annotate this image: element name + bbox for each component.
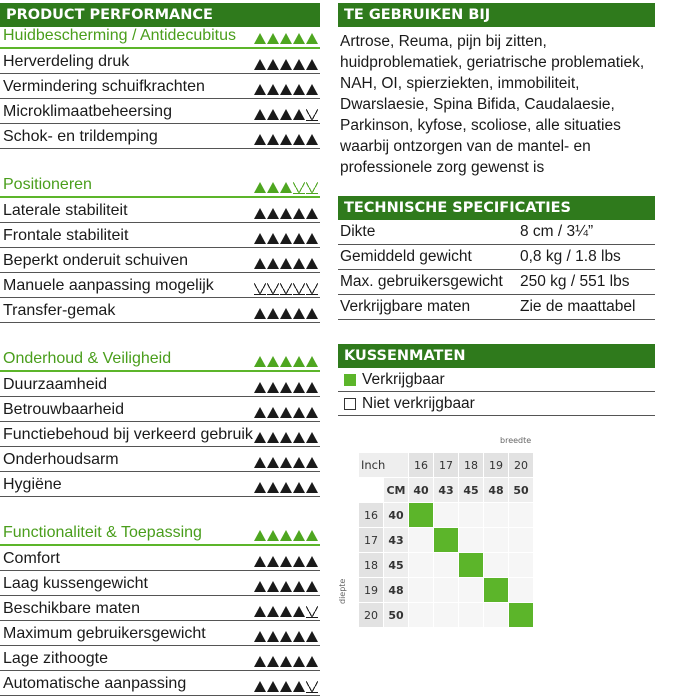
- size-cell-available: [459, 553, 483, 577]
- spec-row: [338, 220, 655, 245]
- filled-triangle-icon: [280, 382, 292, 393]
- size-row: [359, 603, 533, 627]
- size-cell: [509, 528, 533, 552]
- filled-triangle-icon: [280, 233, 292, 244]
- empty-triangle-icon: [306, 681, 318, 692]
- filled-triangle-icon: [280, 182, 292, 193]
- available-square-icon: [344, 374, 356, 386]
- section-rating: [254, 182, 318, 194]
- size-cell: [509, 553, 533, 577]
- performance-row: [0, 74, 320, 99]
- filled-triangle-icon: [254, 681, 266, 692]
- size-cell: [409, 578, 433, 602]
- cm-row-label: 50: [384, 603, 408, 627]
- cm-col-label: 43: [434, 478, 458, 502]
- filled-triangle-icon: [293, 432, 305, 443]
- performance-label: Functiebehoud bij verkeerd gebruik: [3, 426, 253, 443]
- filled-triangle-icon: [267, 457, 279, 468]
- filled-triangle-icon: [254, 656, 266, 667]
- filled-triangle-icon: [254, 530, 266, 541]
- performance-label: Betrouwbaarheid: [3, 401, 124, 418]
- filled-triangle-icon: [293, 109, 305, 120]
- filled-triangle-icon: [254, 59, 266, 70]
- size-header-cm-row: [359, 478, 533, 502]
- filled-triangle-icon: [306, 208, 318, 219]
- spec-value: 0,8 kg / 1.8 lbs: [520, 248, 621, 265]
- filled-triangle-icon: [267, 407, 279, 418]
- performance-label: Microklimaatbeheersing: [3, 103, 172, 120]
- performance-label: Maximum gebruikersgewicht: [3, 625, 206, 642]
- filled-triangle-icon: [306, 581, 318, 592]
- performance-rating: [254, 258, 318, 270]
- filled-triangle-icon: [254, 33, 266, 44]
- performance-row: [0, 447, 320, 472]
- filled-triangle-icon: [306, 556, 318, 567]
- size-cell: [459, 578, 483, 602]
- filled-triangle-icon: [267, 681, 279, 692]
- spec-value: Zie de maattabel: [520, 298, 636, 315]
- size-table: [358, 452, 534, 628]
- filled-triangle-icon: [267, 233, 279, 244]
- filled-triangle-icon: [267, 581, 279, 592]
- cm-col-label: 45: [459, 478, 483, 502]
- performance-row: [0, 646, 320, 671]
- performance-rating: [254, 308, 318, 320]
- performance-row: [0, 372, 320, 397]
- filled-triangle-icon: [267, 432, 279, 443]
- performance-label: Lage zithoogte: [3, 650, 108, 667]
- filled-triangle-icon: [280, 457, 292, 468]
- sizes-header: KUSSENMATEN: [338, 344, 655, 368]
- filled-triangle-icon: [280, 581, 292, 592]
- filled-triangle-icon: [254, 432, 266, 443]
- size-cell: [509, 578, 533, 602]
- cm-row-label: 40: [384, 503, 408, 527]
- filled-triangle-icon: [293, 556, 305, 567]
- performance-label: Vermindering schuifkrachten: [3, 78, 205, 95]
- cm-col-label: 48: [484, 478, 508, 502]
- cm-row-label: 43: [384, 528, 408, 552]
- filled-triangle-icon: [293, 407, 305, 418]
- size-header-inch-row: [359, 453, 533, 477]
- size-cell: [409, 528, 433, 552]
- size-cell: [434, 553, 458, 577]
- filled-triangle-icon: [293, 33, 305, 44]
- filled-triangle-icon: [306, 656, 318, 667]
- performance-label: Beschikbare maten: [3, 600, 140, 617]
- performance-rating: [254, 631, 318, 643]
- size-cell: [409, 603, 433, 627]
- spec-row: [338, 270, 655, 295]
- filled-triangle-icon: [254, 457, 266, 468]
- performance-rating: [254, 457, 318, 469]
- section-title-row: [0, 347, 320, 372]
- performance-row: [0, 596, 320, 621]
- unavailable-square-icon: [344, 398, 356, 410]
- section-spacer: [0, 497, 320, 521]
- performance-row: [0, 99, 320, 124]
- cm-row-label: 45: [384, 553, 408, 577]
- filled-triangle-icon: [267, 208, 279, 219]
- performance-label: Beperkt onderuit schuiven: [3, 252, 188, 269]
- filled-triangle-icon: [293, 681, 305, 692]
- filled-triangle-icon: [267, 182, 279, 193]
- filled-triangle-icon: [293, 530, 305, 541]
- filled-triangle-icon: [267, 556, 279, 567]
- legend-unavailable: [338, 392, 655, 416]
- filled-triangle-icon: [293, 59, 305, 70]
- filled-triangle-icon: [293, 482, 305, 493]
- size-cell-available: [409, 503, 433, 527]
- performance-row: [0, 223, 320, 248]
- filled-triangle-icon: [254, 258, 266, 269]
- filled-triangle-icon: [254, 109, 266, 120]
- section-title-row: [0, 173, 320, 198]
- filled-triangle-icon: [306, 530, 318, 541]
- performance-row: [0, 248, 320, 273]
- specs-header: TECHNISCHE SPECIFICATIES: [338, 196, 655, 220]
- inch-col-label: 17: [434, 453, 458, 477]
- filled-triangle-icon: [306, 258, 318, 269]
- specs-table: [338, 220, 655, 320]
- performance-rating: [254, 482, 318, 494]
- performance-rating: [254, 84, 318, 96]
- filled-triangle-icon: [306, 233, 318, 244]
- filled-triangle-icon: [280, 432, 292, 443]
- filled-triangle-icon: [254, 631, 266, 642]
- performance-label: Frontale stabiliteit: [3, 227, 129, 244]
- filled-triangle-icon: [293, 382, 305, 393]
- filled-triangle-icon: [267, 84, 279, 95]
- size-cell: [434, 578, 458, 602]
- empty-triangle-icon: [254, 283, 266, 294]
- section-title: Positioneren: [3, 176, 92, 193]
- section-title: Huidbescherming / Antidecubitus: [3, 27, 237, 44]
- size-cell: [434, 603, 458, 627]
- performance-rating: [254, 556, 318, 568]
- cm-col-label: 50: [509, 478, 533, 502]
- filled-triangle-icon: [306, 432, 318, 443]
- size-cell-available: [509, 603, 533, 627]
- filled-triangle-icon: [293, 581, 305, 592]
- inch-col-label: 19: [484, 453, 508, 477]
- product-performance-header: PRODUCT PERFORMANCE: [0, 3, 320, 27]
- performance-label: Laag kussengewicht: [3, 575, 148, 592]
- filled-triangle-icon: [254, 606, 266, 617]
- spec-key: Gemiddeld gewicht: [340, 248, 472, 265]
- filled-triangle-icon: [293, 308, 305, 319]
- size-cell: [409, 553, 433, 577]
- filled-triangle-icon: [293, 208, 305, 219]
- performance-label: Automatische aanpassing: [3, 675, 187, 692]
- section-title: Functionaliteit & Toepassing: [3, 524, 202, 541]
- spec-value: 8 cm / 3¼”: [520, 223, 594, 240]
- performance-row: [0, 198, 320, 223]
- product-performance-panel: [0, 3, 320, 696]
- legend-available-label: Verkrijgbaar: [362, 370, 445, 388]
- performance-label: Hygiëne: [3, 476, 62, 493]
- performance-row: [0, 671, 320, 696]
- filled-triangle-icon: [280, 407, 292, 418]
- filled-triangle-icon: [306, 134, 318, 145]
- filled-triangle-icon: [293, 258, 305, 269]
- size-cell: [434, 503, 458, 527]
- info-panel: [338, 3, 655, 416]
- performance-label: Schok- en trildemping: [3, 128, 158, 145]
- empty-triangle-icon: [293, 182, 305, 193]
- performance-row: [0, 422, 320, 447]
- filled-triangle-icon: [280, 308, 292, 319]
- filled-triangle-icon: [293, 656, 305, 667]
- performance-row: [0, 472, 320, 497]
- performance-rating: [254, 208, 318, 220]
- filled-triangle-icon: [306, 631, 318, 642]
- filled-triangle-icon: [254, 182, 266, 193]
- axis-depth-label: diepte: [338, 578, 347, 604]
- filled-triangle-icon: [254, 84, 266, 95]
- size-row: [359, 528, 533, 552]
- size-cell: [484, 528, 508, 552]
- filled-triangle-icon: [267, 482, 279, 493]
- empty-triangle-icon: [280, 283, 292, 294]
- section-title-row: [0, 27, 320, 49]
- performance-row: [0, 571, 320, 596]
- performance-row: [0, 273, 320, 298]
- filled-triangle-icon: [306, 356, 318, 367]
- filled-triangle-icon: [293, 631, 305, 642]
- performance-label: Herverdeling druk: [3, 53, 130, 70]
- size-cell: [459, 528, 483, 552]
- filled-triangle-icon: [280, 606, 292, 617]
- inch-row-label: 17: [359, 528, 383, 552]
- inch-row-label: 16: [359, 503, 383, 527]
- section-title-row: [0, 521, 320, 546]
- section-spacer: [0, 323, 320, 347]
- size-cell: [484, 503, 508, 527]
- performance-rating: [254, 59, 318, 71]
- filled-triangle-icon: [267, 656, 279, 667]
- performance-sections: [0, 27, 320, 696]
- usage-header: TE GEBRUIKEN BIJ: [338, 3, 655, 27]
- filled-triangle-icon: [293, 233, 305, 244]
- size-cell-available: [484, 578, 508, 602]
- performance-label: Manuele aanpassing mogelijk: [3, 277, 214, 294]
- filled-triangle-icon: [267, 258, 279, 269]
- spec-key: Verkrijgbare maten: [340, 298, 471, 315]
- performance-rating: [254, 432, 318, 444]
- size-cell-available: [434, 528, 458, 552]
- performance-rating: [254, 382, 318, 394]
- size-grid: [338, 434, 538, 634]
- performance-label: Duurzaamheid: [3, 376, 108, 393]
- spec-key: Dikte: [340, 223, 376, 240]
- performance-rating: [254, 134, 318, 146]
- filled-triangle-icon: [280, 33, 292, 44]
- filled-triangle-icon: [280, 656, 292, 667]
- empty-triangle-icon: [293, 283, 305, 294]
- blank-cell: [359, 478, 383, 502]
- performance-row: [0, 49, 320, 74]
- empty-triangle-icon: [306, 606, 318, 617]
- filled-triangle-icon: [267, 59, 279, 70]
- section-rating: [254, 33, 318, 45]
- filled-triangle-icon: [254, 308, 266, 319]
- filled-triangle-icon: [267, 382, 279, 393]
- filled-triangle-icon: [306, 33, 318, 44]
- filled-triangle-icon: [267, 33, 279, 44]
- legend-available: [338, 368, 655, 392]
- filled-triangle-icon: [267, 109, 279, 120]
- filled-triangle-icon: [280, 258, 292, 269]
- performance-rating: [254, 681, 318, 693]
- size-row: [359, 578, 533, 602]
- filled-triangle-icon: [267, 356, 279, 367]
- spec-row: [338, 245, 655, 270]
- filled-triangle-icon: [306, 482, 318, 493]
- filled-triangle-icon: [280, 84, 292, 95]
- filled-triangle-icon: [267, 308, 279, 319]
- filled-triangle-icon: [306, 59, 318, 70]
- inch-col-label: 20: [509, 453, 533, 477]
- filled-triangle-icon: [254, 233, 266, 244]
- performance-row: [0, 621, 320, 646]
- filled-triangle-icon: [306, 308, 318, 319]
- performance-row: [0, 546, 320, 571]
- filled-triangle-icon: [254, 356, 266, 367]
- axis-width-label: breedte: [500, 436, 532, 445]
- size-cell: [459, 603, 483, 627]
- filled-triangle-icon: [293, 606, 305, 617]
- inch-row-label: 18: [359, 553, 383, 577]
- spec-key: Max. gebruikersgewicht: [340, 273, 503, 290]
- usage-text: Artrose, Reuma, pijn bij zitten, huidproblematiek, geriatrische problematiek, NAH, OI, spierziekten, immobiliteit, Dwarslaesie, Spina Bifida, Caudalaesie, Parkinson, kyfose, scoliose, alle situaties waarbij ontzorgen van de mantel- en professionele zorg gewenst is: [340, 33, 645, 176]
- filled-triangle-icon: [280, 356, 292, 367]
- size-cell: [484, 553, 508, 577]
- performance-row: [0, 397, 320, 422]
- filled-triangle-icon: [280, 482, 292, 493]
- filled-triangle-icon: [267, 530, 279, 541]
- filled-triangle-icon: [267, 606, 279, 617]
- inch-row-label: 20: [359, 603, 383, 627]
- performance-label: Onderhoudsarm: [3, 451, 119, 468]
- performance-rating: [254, 407, 318, 419]
- performance-row: [0, 124, 320, 149]
- filled-triangle-icon: [254, 407, 266, 418]
- spec-value: 250 kg / 551 lbs: [520, 273, 630, 290]
- size-cell: [459, 503, 483, 527]
- spec-row: [338, 295, 655, 320]
- size-row: [359, 553, 533, 577]
- filled-triangle-icon: [280, 134, 292, 145]
- filled-triangle-icon: [267, 134, 279, 145]
- filled-triangle-icon: [254, 382, 266, 393]
- performance-label: Laterale stabiliteit: [3, 202, 128, 219]
- performance-rating: [254, 656, 318, 668]
- performance-label: Comfort: [3, 550, 60, 567]
- inch-col-label: 16: [409, 453, 433, 477]
- empty-triangle-icon: [306, 182, 318, 193]
- performance-label: Transfer-gemak: [3, 302, 116, 319]
- filled-triangle-icon: [280, 208, 292, 219]
- inch-col-label: 18: [459, 453, 483, 477]
- filled-triangle-icon: [293, 84, 305, 95]
- filled-triangle-icon: [280, 631, 292, 642]
- filled-triangle-icon: [293, 134, 305, 145]
- legend-unavailable-label: Niet verkrijgbaar: [362, 394, 475, 412]
- filled-triangle-icon: [280, 109, 292, 120]
- section-rating: [254, 356, 318, 368]
- performance-rating: [254, 233, 318, 245]
- filled-triangle-icon: [280, 681, 292, 692]
- performance-rating: [254, 581, 318, 593]
- inch-row-label: 19: [359, 578, 383, 602]
- inch-label: Inch: [359, 453, 408, 477]
- filled-triangle-icon: [280, 59, 292, 70]
- section-title: Onderhoud & Veiligheid: [3, 350, 172, 367]
- cm-label: CM: [384, 478, 408, 502]
- performance-rating: [254, 606, 318, 618]
- filled-triangle-icon: [306, 84, 318, 95]
- filled-triangle-icon: [306, 407, 318, 418]
- size-cell: [509, 503, 533, 527]
- cm-col-label: 40: [409, 478, 433, 502]
- filled-triangle-icon: [254, 556, 266, 567]
- filled-triangle-icon: [293, 356, 305, 367]
- filled-triangle-icon: [267, 631, 279, 642]
- empty-triangle-icon: [267, 283, 279, 294]
- filled-triangle-icon: [254, 581, 266, 592]
- filled-triangle-icon: [293, 457, 305, 468]
- filled-triangle-icon: [280, 556, 292, 567]
- filled-triangle-icon: [306, 457, 318, 468]
- performance-row: [0, 298, 320, 323]
- filled-triangle-icon: [254, 482, 266, 493]
- filled-triangle-icon: [254, 208, 266, 219]
- performance-rating: [254, 109, 318, 121]
- cm-row-label: 48: [384, 578, 408, 602]
- size-cell: [484, 603, 508, 627]
- filled-triangle-icon: [280, 530, 292, 541]
- empty-triangle-icon: [306, 283, 318, 294]
- filled-triangle-icon: [306, 382, 318, 393]
- performance-rating: [254, 283, 318, 295]
- section-rating: [254, 530, 318, 542]
- empty-triangle-icon: [306, 109, 318, 120]
- filled-triangle-icon: [254, 134, 266, 145]
- section-spacer: [0, 149, 320, 173]
- size-row: [359, 503, 533, 527]
